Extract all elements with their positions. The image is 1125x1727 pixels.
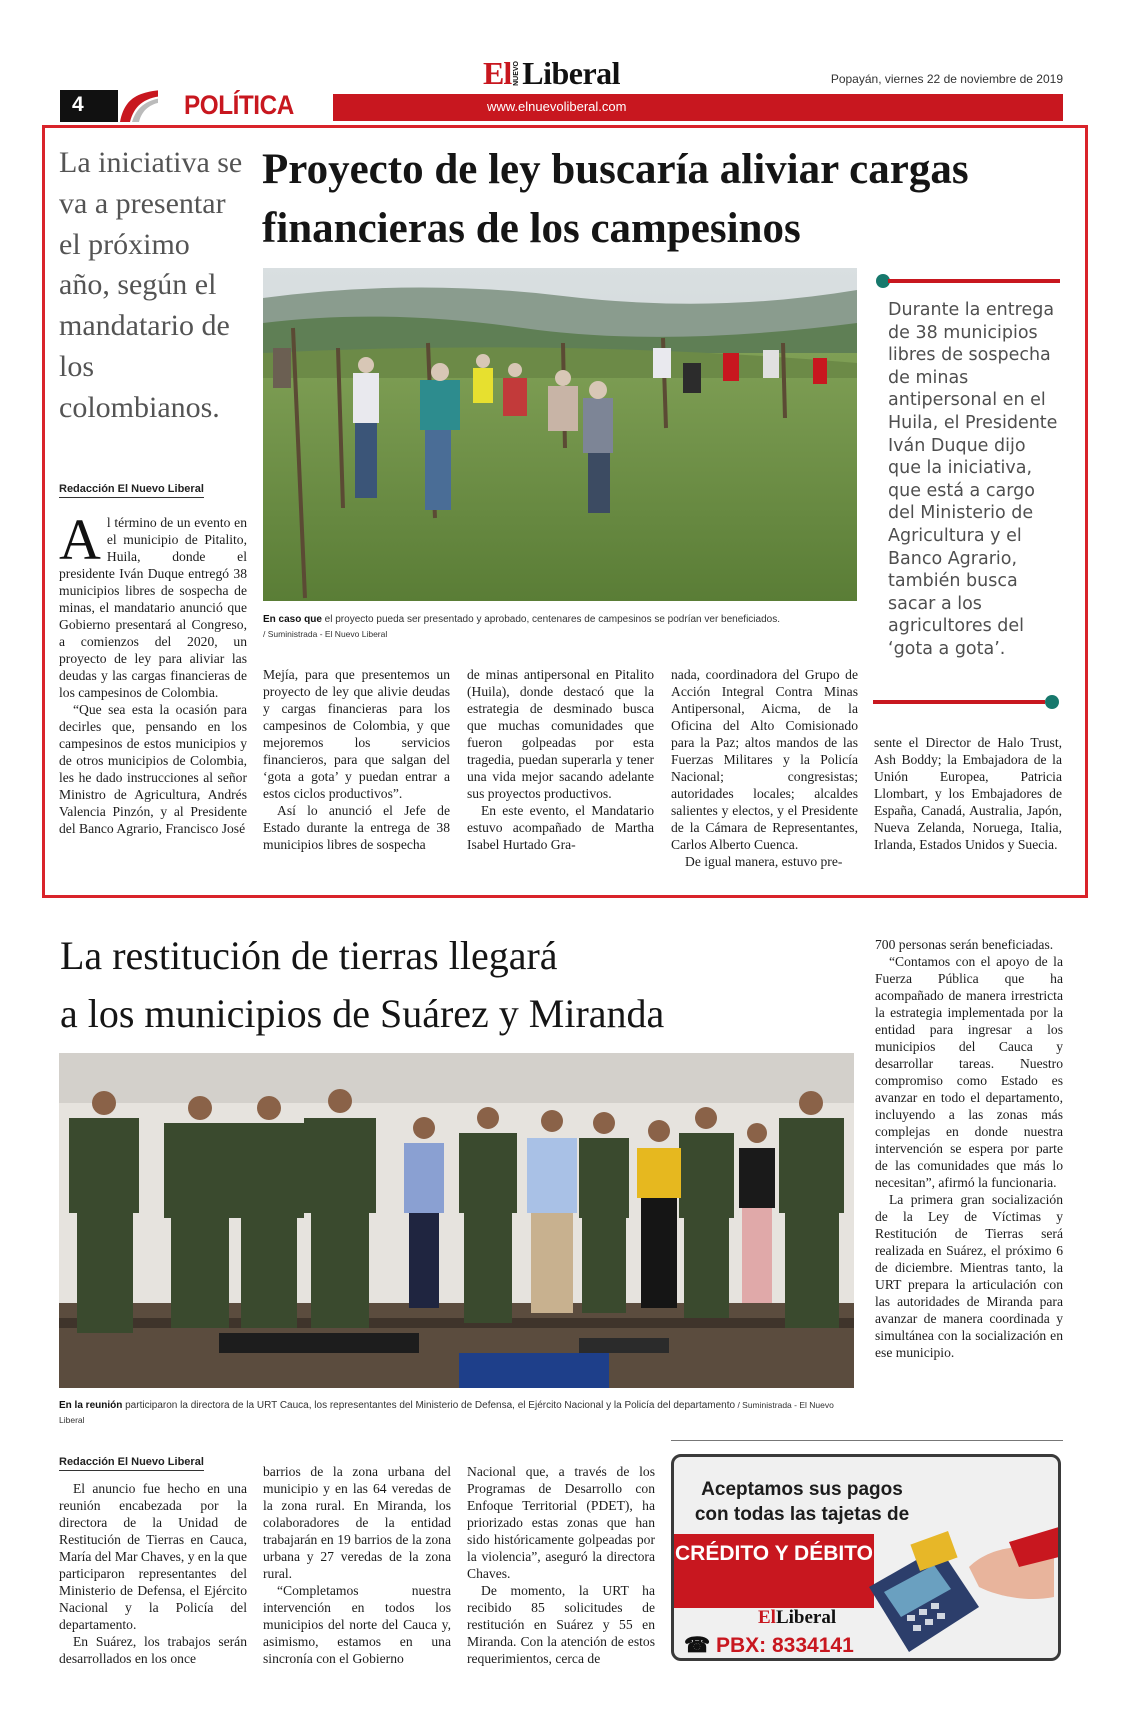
article2-column-1 [59,1480,247,1667]
ad-phone-number: PBX: 8334141 [716,1634,854,1657]
paragraph: “Que sea esta la ocasión para decirles que, pensando en los campesinos de estos municipios y de otros municipios de Colombia, les he dado instrucciones al señor Ministro de Agricultura, Andrés Valencia Pinzón, y al Presidente del Banco Agrario, Francisco José [59,702,247,836]
paragraph: 700 personas serán beneficiadas. [875,937,1054,952]
newspaper-logo [483,56,620,90]
paragraph: l término de un evento en el municipio de Pitalito, Huila, donde el presidente Iván Duque entregó 38 municipios libres de sospecha de minas, el mandatario anunció que Gobierno presentará al Congreso, a comienzos del 2020, un proyecto de ley para aliviar las deudas y las cargas financieras de los campesinos de Colombia. [59,515,247,700]
article2-right-column [875,936,1063,1361]
article2-column-3 [467,1463,655,1667]
headline-2-line-1: La restitución de tierras llegará [60,933,558,978]
ad-phone [684,1633,854,1658]
photo-caption-2 [59,1398,854,1428]
drop-cap: A [59,507,101,572]
article2-column-2 [263,1463,451,1667]
card-terminal-icon [859,1527,1059,1657]
paragraph: de minas antipersonal en Pitalito (Huila), donde destacó que la estrategia de desminado busca que muchas comunidades que fueron golpeadas por esta tragedia, puedan superarla y tener una vida mejor sacando adelante sus proyectos productivos. [467,667,654,801]
paragraph: sente el Director de Halo Trust, Ash Boddy; la Embajadora de la Unión Europea, Patricia Llombart, y los Embajadores de España, Canadá, Australia, Japón, Nueva Zelanda, Noruega, Italia, Irlanda, Estados Unidos y Suecia. [874,735,1062,852]
byline: Redacción El Nuevo Liberal [59,483,204,498]
ad-logo-liberal: Liberal [775,1607,837,1628]
paragraph: En Suárez, los trabajos serán desarrollados en los once [59,1634,247,1666]
headline: Proyecto de ley buscaría aliviar cargas financieras de los campesinos [262,146,969,252]
section-red-bar [330,94,1063,121]
article1-column-4 [671,666,858,870]
paragraph: El anuncio fue hecho en una reunión encabezada por la directora de la Unidad de Restitución de Tierras en Cauca, María del Mar Chaves, y en la que participaron representantes del Ministerio de Defensa, el Ejército Nacional y la Policía del departamento. [59,1481,247,1632]
logo-nuevo: NUEVO [513,60,521,86]
article1-column-5 [874,734,1062,853]
caption-credit: / Suministrada - El Nuevo Liberal [59,1400,834,1425]
photo-credit: / Suministrada - El Nuevo Liberal [263,629,388,639]
page-number-box [60,90,123,122]
issue-date: Popayán, viernes 22 de noviembre de 2019 [830,72,1063,86]
sidebar-dot-bottom [1045,695,1059,709]
sidebar-quote: Durante la entrega de 38 municipios libres de sospecha de minas antipersonal en el Huila, el Presidente Iván Duque dijo que la iniciativa, que está a cargo del Ministerio de Agricultura y el Banco Agrario, también busca sacar a los agricultores del ‘gota a gota’. [888,300,1058,659]
paragraph: De igual manera, estuvo pre- [685,854,843,869]
paragraph: “Completamos nuestra intervención en todos los municipios del norte del Cauca y, asimismo, estamos en una sincronía con el Gobierno [263,1583,451,1666]
paragraph: De momento, la URT ha recibido 85 solicitudes de restitución en Suárez y 55 en Miranda. Con la atención de estos requerimientos, cerca de [467,1583,655,1666]
page-number: 4 [72,93,84,116]
pullquote: La iniciativa se va a presentar el próximo año, según el mandatario de los colombianos. [59,146,243,424]
phone-icon: ☎ [684,1634,716,1657]
swoosh-decoration [118,90,162,122]
photo-caption [263,613,857,627]
sidebar-rule-top [888,279,1060,283]
section-title: POLÍTICA [184,90,294,120]
paragraph: Nacional que, a través de los Programas de Desarrollo con Enfoque Territorial (PDET), ha priorizado estas zonas que han sido históricamente golpeadas por la violencia”, aseguró la directora Chaves. [467,1464,655,1581]
paragraph: Así lo anunció el Jefe de Estado durante la entrega de 38 municipios libres de sospecha [263,803,450,852]
paragraph: “Contamos con el apoyo de la Fuerza Pública que ha acompañado de manera irrestricta la estrategia implementada por la entidad para ingresar a los municipios del Cauca y desarrollar tareas. Nuestro compromiso como Estado es avanzar en todo el departamento, incluyendo a las zonas más complejas en donde nuestra intervención se espera por parte de las comunidades que más lo necesitan”, afirmó la funcionaria. [875,954,1063,1190]
article1-column-1 [59,507,247,837]
logo-liberal: Liberal [522,54,621,91]
website-url: www.elnuevoliberal.com [487,99,627,114]
ad-credit-debit: CRÉDITO Y DÉBITO [675,1542,873,1565]
paragraph: En este evento, el Mandatario estuvo acompañado de Martha Isabel Hurtado Gra- [467,803,654,852]
article1-column-3 [467,666,654,853]
caption-lead: En caso que [263,614,322,625]
meeting-photo [59,1053,854,1388]
divider [671,1440,1063,1441]
headline-2 [60,927,850,1043]
farmers-photo [263,268,857,601]
paragraph: La primera gran socialización de la Ley de Víctimas y Restitución de Tierras será realizada en Suárez, el próximo 6 de diciembre. Mientras tanto, la URT prepara la articulación con las autoridades de Miranda para avanzar de manera coordinada y simultánea con la socialización en ese municipio. [875,1192,1063,1360]
paragraph: barrios de la zona urbana del municipio y en las 64 veredas de la zona rural. En Miranda, los colaboradores de la entidad trabajarán en 19 barrios de la zona urbana y 27 veredas de la zona rural. [263,1464,451,1581]
article1-column-2 [263,666,450,853]
payment-ad [671,1454,1061,1661]
caption-lead: En la reunión [59,1400,123,1411]
logo-el: El [483,54,512,91]
paragraph: Mejía, para que presentemos un proyecto de ley que alivie deudas y cargas financieras para los campesinos de Colombia, y que mejoremos los servicios financieros, para que salgan del ‘gota a gota’ y puedan entrar a estos ciclos productivos”. [263,667,450,801]
caption-text: participaron la directora de la URT Cauca, los representantes del Ministerio de Defensa, el Ejército Nacional y la Policía del departamento [122,1400,736,1411]
ad-logo [758,1607,836,1629]
ad-logo-el: El [758,1607,776,1628]
ad-headline: Aceptamos sus pagos con todas las tajetas de [694,1479,910,1525]
sidebar-rule-bottom [873,700,1045,704]
headline-2-line-2: a los municipios de Suárez y Miranda [60,991,665,1036]
byline-2: Redacción El Nuevo Liberal [59,1456,204,1471]
caption-text: el proyecto pueda ser presentado y aprobado, centenares de campesinos se podrían ver beneficiados. [321,614,780,625]
paragraph: nada, coordinadora del Grupo de Acción Integral Contra Minas Antipersonal, Aicma, de la Oficina del Alto Comisionado para la Paz; altos mandos de las Fuerzas Militares y la Policía Nacional; congresistas; autoridades locales; alcaldes salientes y electos, y el Presidente de la Cámara de Representantes, Carlos Alberto Cuenca. [671,667,858,852]
